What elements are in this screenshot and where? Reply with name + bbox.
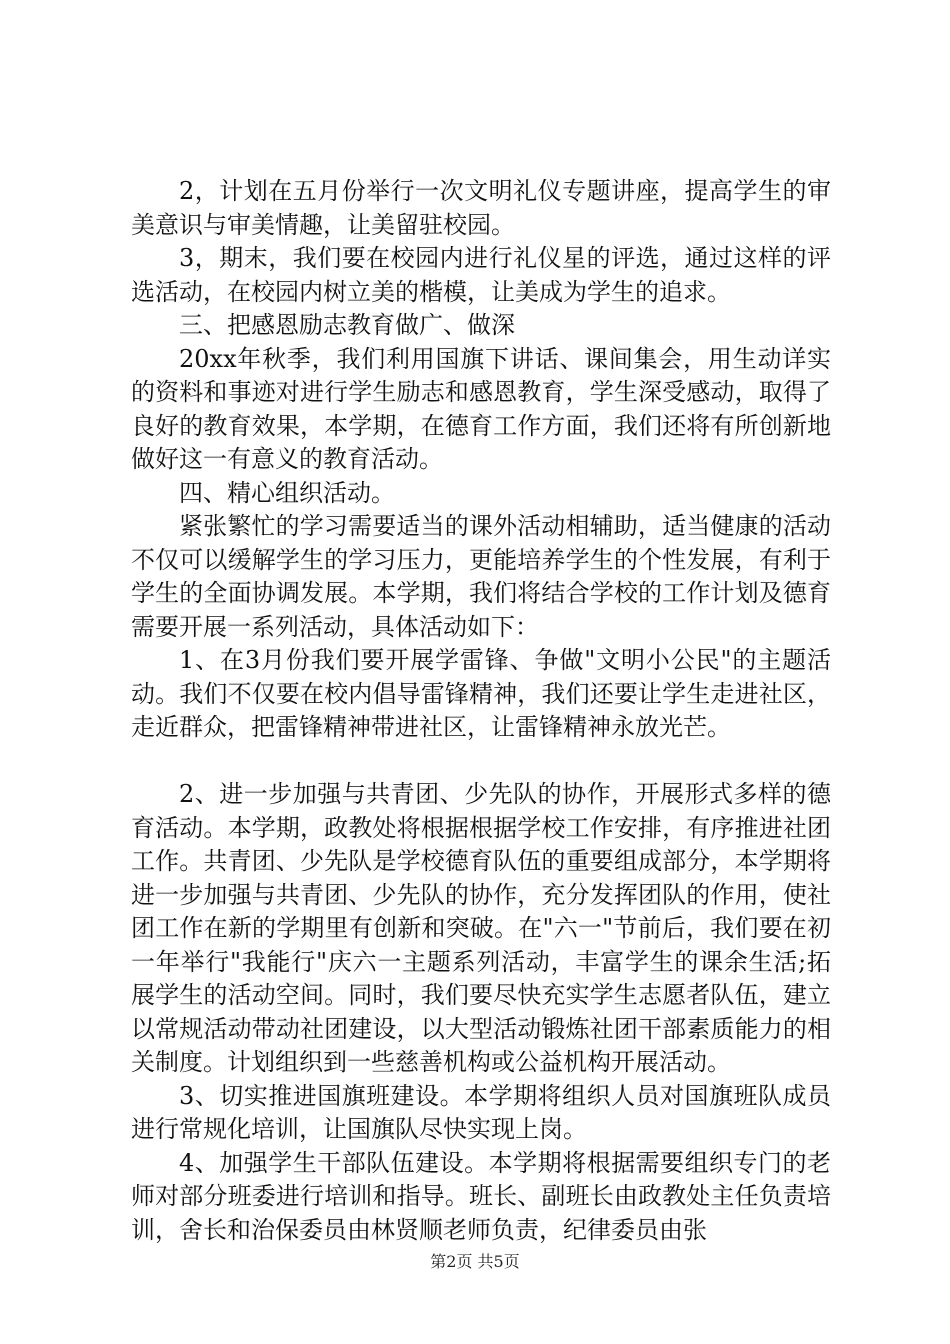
paragraph-etiquette-star: 3，期末，我们要在校园内进行礼仪星的评选，通过这样的评选活动，在校园内树立美的楷模，让美成为学生的追求。 [131,244,831,306]
paragraph-youth-league: 2、进一步加强与共青团、少先队的协作，开展形式多样的德育活动。本学期，政教处将根据根据学校工作安排，有序推进社团工作。共青团、少先队是学校德育队伍的重要组成部分，本学期将进一步加强与共青团、少先队的协作，充分发挥团队的作用，使社团工作在新的学期里有创新和突破。在"六一"节前后，我们要在初一年举行"我能行"庆六一主题系列活动，丰富学生的课余生活;拓展学生的活动空间。同时，我们要尽快充实学生志愿者队伍，建立以常规活动带动社团建设，以大型活动锻炼社团干部素质能力的相关制度。计划组织到一些慈善机构或公益机构开展活动。 [131,780,831,1076]
paragraph-student-cadres: 4、加强学生干部队伍建设。本学期将根据需要组织专门的老师对部分班委进行培训和指导。班长、副班长由政教处主任负责培训，舍长和治保委员由林贤顺老师负责，纪律委员由张 [131,1148,831,1244]
document-body [131,175,831,1247]
paragraph-autumn-education: 20xx年秋季，我们利用国旗下讲话、课间集会，用生动详实的资料和事迹对进行学生励志和感恩教育，学生深受感动，取得了良好的教育效果，本学期，在德育工作方面，我们还将有所创新地做好这一有意义的教育活动。 [131,344,831,473]
paragraph-spacer [131,745,831,779]
paragraph-plan-lecture: 2，计划在五月份举行一次文明礼仪专题讲座，提高学生的审美意识与审美情趣，让美留驻校园。 [131,177,831,239]
paragraph-lei-feng: 1、在3月份我们要开展学雷锋、争做"文明小公民"的主题活动。我们不仅要在校内倡导雷锋精神，我们还要让学生走进社区，走近群众，把雷锋精神带进社区，让雷锋精神永放光芒。 [131,646,831,741]
paragraph-flag-team: 3、切实推进国旗班建设。本学期将组织人员对国旗班队成员进行常规化培训，让国旗队尽快实现上岗。 [131,1081,831,1143]
section-heading-gratitude: 三、把感恩励志教育做广、做深 [179,311,515,339]
paragraph-activities-intro: 紧张繁忙的学习需要适当的课外活动相辅助，适当健康的活动不仅可以缓解学生的学习压力，更能培养学生的个性发展，有利于学生的全面协调发展。本学期，我们将结合学校的工作计划及德育需要开展一系列活动，具体活动如下： [131,512,831,641]
page-number-footer: 第2页 共5页 [430,1252,520,1271]
section-heading-activities: 四、精心组织活动。 [179,478,395,507]
